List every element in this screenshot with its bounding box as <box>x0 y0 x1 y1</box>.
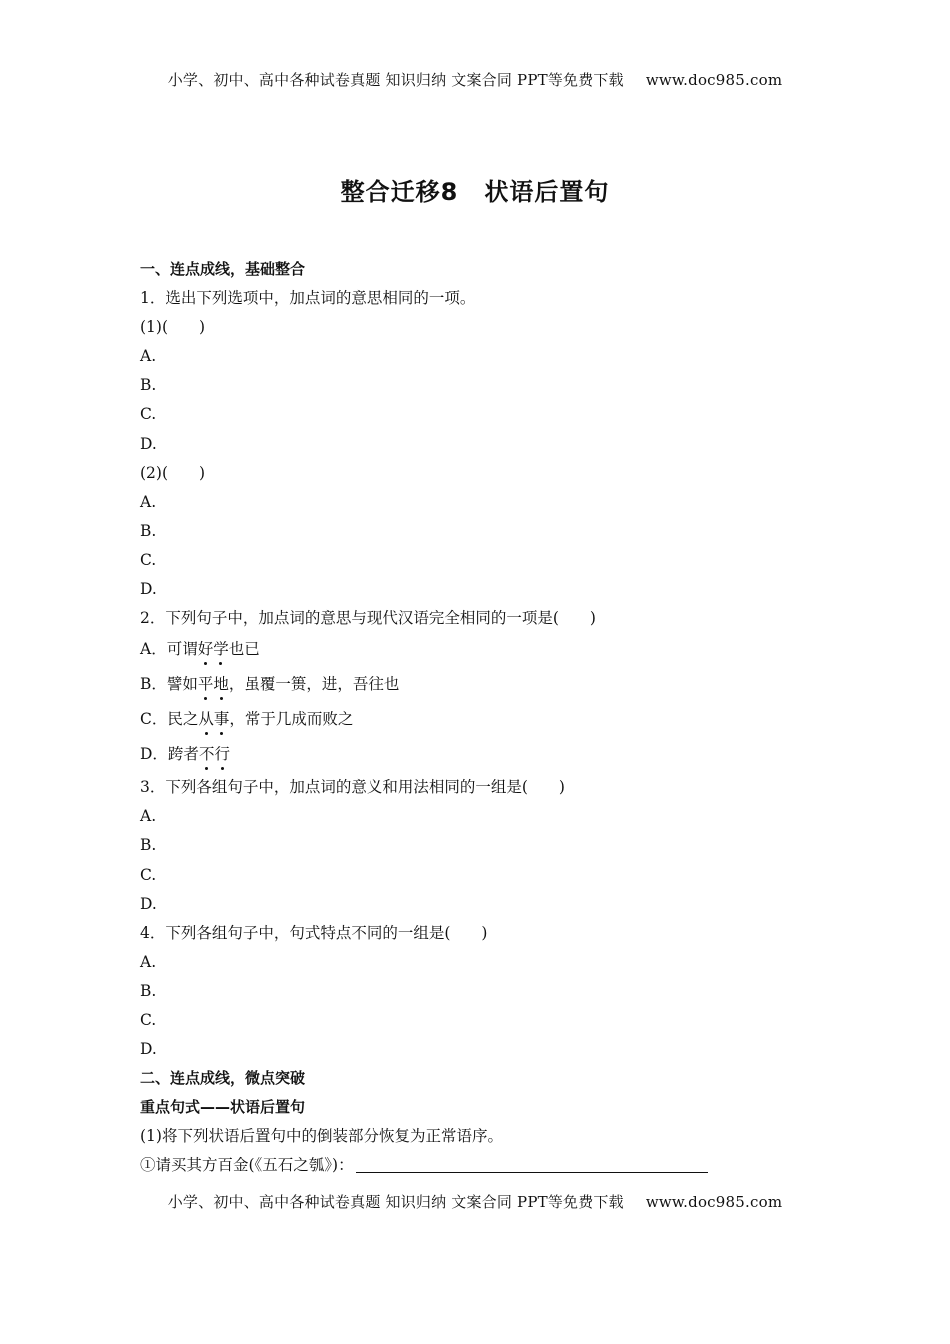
option-label: A. <box>140 347 157 366</box>
page-title <box>0 172 950 207</box>
header-url[interactable]: www.doc985.com <box>645 71 783 89</box>
option-label: C. <box>140 405 157 424</box>
question-stem: 1．选出下列选项中，加点词的意思相同的一项。 <box>140 289 476 308</box>
emphasis-char: 不 <box>198 745 215 764</box>
emphasis-char: 学 <box>213 640 229 659</box>
option-text: A．可谓 <box>140 640 198 659</box>
option-label: C. <box>140 550 157 569</box>
option-text: 也已 <box>228 640 260 659</box>
instruction-text: (1)将下列状语后置句中的倒装部分恢复为正常语序。 <box>140 1127 503 1146</box>
option-text: ，虽覆一篑，进，吾往也 <box>228 675 400 694</box>
option-line <box>140 633 820 668</box>
emphasis-char: 地 <box>213 675 229 694</box>
emphasis-char: 平 <box>197 675 214 694</box>
option-label: D. <box>140 894 157 913</box>
question-stem: 3．下列各组句子中，加点词的意义和用法相同的一组是( ) <box>140 778 565 797</box>
option-text: C．民之 <box>140 710 199 729</box>
fill-in-item <box>140 1151 820 1180</box>
option-label: C. <box>140 1010 157 1029</box>
emphasis-char: 从 <box>198 710 214 729</box>
question-stem: 2．下列句子中，加点词的意思与现代汉语完全相同的一项是( ) <box>140 609 596 628</box>
document-body <box>140 255 820 1181</box>
sub-question-label: (1)( ) <box>140 318 206 337</box>
emphasis-char: 事 <box>213 710 230 729</box>
option-label: A. <box>140 492 157 511</box>
option-text: D．跨者 <box>140 745 199 764</box>
option-label: D. <box>140 580 157 599</box>
option-label: A. <box>140 952 157 971</box>
footer-text: 小学、初中、高中各种试卷真题 知识归纳 文案合同 PPT等免费下载 <box>167 1193 624 1211</box>
option-line <box>140 668 820 703</box>
option-label: A. <box>140 807 157 826</box>
emphasis-char: 好 <box>197 640 214 659</box>
option-label: D. <box>140 1040 157 1059</box>
option-line <box>140 703 820 738</box>
footer-url[interactable]: www.doc985.com <box>645 1193 783 1211</box>
option-label: C. <box>140 865 157 884</box>
option-label: B. <box>140 521 157 540</box>
option-label: B. <box>140 836 157 855</box>
option-label: D. <box>140 434 157 453</box>
title-part2: 状语后置句 <box>484 178 610 206</box>
item-text: ①请买其方百金(《五石之瓠》)： <box>140 1156 354 1175</box>
answer-blank[interactable] <box>356 1171 708 1173</box>
option-text: ，常于几成而败之 <box>229 710 354 729</box>
page-footer <box>0 1191 950 1212</box>
emphasis-char: 行 <box>214 745 230 764</box>
section-heading: 二、连点成线，微点突破 <box>140 1069 306 1088</box>
option-text: B．譬如 <box>140 675 198 694</box>
sub-question-label: (2)( ) <box>140 463 206 482</box>
option-line <box>140 738 820 773</box>
section-heading: 一、连点成线，基础整合 <box>140 260 306 278</box>
title-part1: 整合迁移8 <box>340 178 459 206</box>
section-subheading: 重点句式——状语后置句 <box>140 1098 306 1117</box>
page-header <box>0 69 950 90</box>
header-text: 小学、初中、高中各种试卷真题 知识归纳 文案合同 PPT等免费下载 <box>167 71 624 89</box>
option-label: B. <box>140 981 157 1000</box>
option-label: B. <box>140 376 157 395</box>
question-stem: 4．下列各组句子中，句式特点不同的一组是( ) <box>140 923 488 942</box>
